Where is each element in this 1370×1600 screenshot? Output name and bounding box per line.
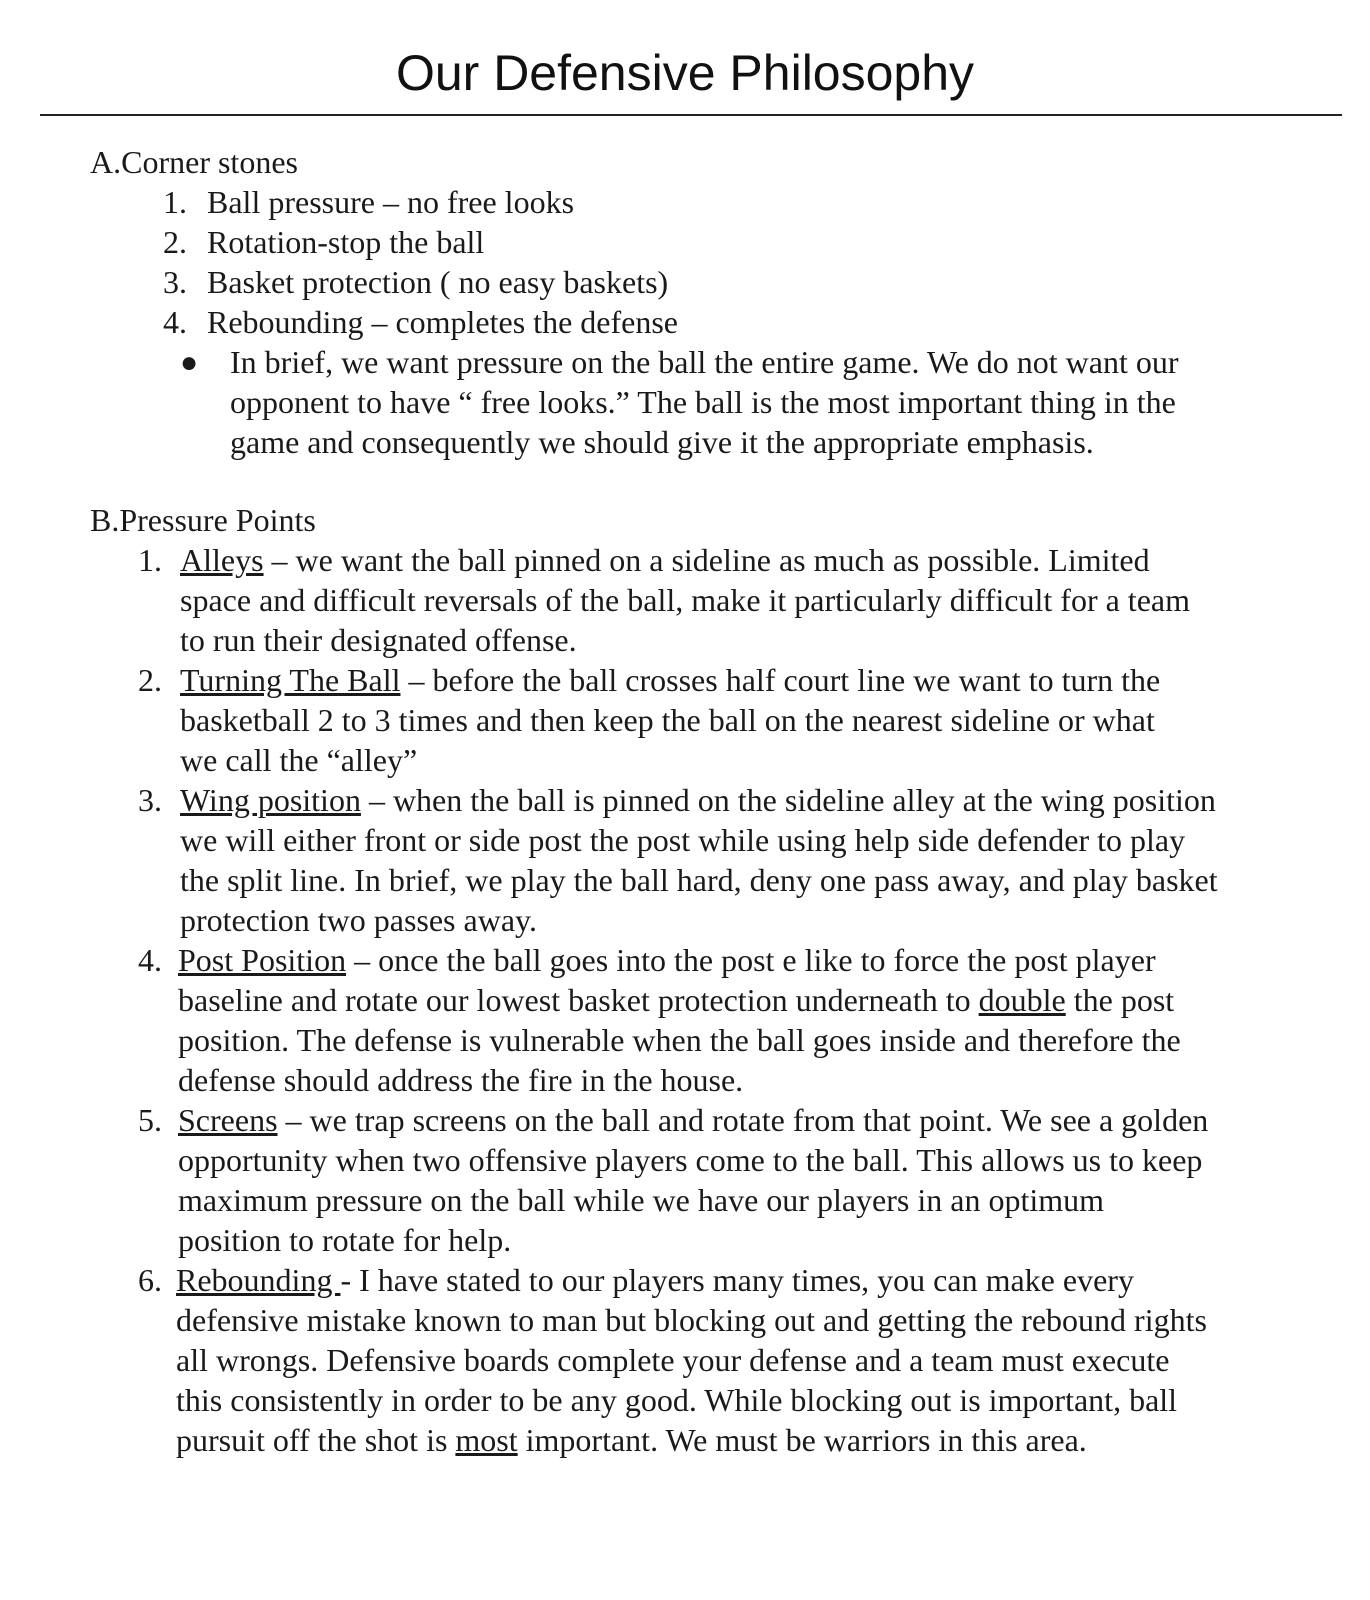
- item-term: Wing position: [180, 782, 361, 818]
- item-number: 3.: [163, 264, 187, 300]
- item-term-emphasis: most: [455, 1422, 518, 1458]
- title-divider: [40, 114, 1342, 116]
- item-number: 6.: [138, 1262, 162, 1298]
- item-text: Rotation-stop the ball: [207, 224, 485, 260]
- item-text: [176, 1260, 1216, 1460]
- bullet-text: In brief, we want pressure on the ball the entire game. We do not want our opponent to have “ free looks.” The ball is the most important thing in the game and consequently we should give it the appropriate emphasis.: [230, 344, 1179, 460]
- item-number: 2.: [138, 662, 162, 698]
- item-number: 1.: [163, 184, 187, 220]
- bullet-dot-icon: ●: [180, 346, 199, 379]
- item-description: – when the ball is pinned on the sideline alley at the wing position we will either front or side post the post while using help side defender to play the split line. In brief, we play the ball hard, deny one pass away, and play basket protection two passes away.: [180, 782, 1218, 938]
- item-term: Rebounding: [176, 1262, 341, 1298]
- item-text: Basket protection ( no easy baskets): [207, 264, 669, 300]
- item-text: [180, 660, 1190, 780]
- item-number: 4.: [163, 304, 187, 340]
- item-description-end: the post position. The defense is vulnerable when the ball goes inside and therefore the defense should address the fire in the house.: [178, 982, 1181, 1098]
- item-description: – we want the ball pinned on a sideline as much as possible. Limited space and difficult reversals of the ball, make it particularly difficult for a team to run their designated offense.: [180, 542, 1190, 658]
- item-description: – before the ball crosses half court line we want to turn the basketball 2 to 3 times and then keep the ball on the nearest sideline or what we call the “alley”: [180, 662, 1161, 778]
- item-number: 1.: [138, 542, 162, 578]
- item-term: Post Position: [178, 942, 347, 978]
- page-title: Our Defensive Philosophy: [395, 45, 975, 101]
- item-number: 2.: [163, 224, 187, 260]
- item-description-end: important. We must be warriors in this area.: [517, 1422, 1087, 1458]
- item-description: – once the ball goes into the post e like to force the post player baseline and rotate our lowest basket protection underneath to: [178, 942, 1156, 1018]
- item-description: – we trap screens on the ball and rotate from that point. We see a golden opportunity when two offensive players come to the ball. This allows us to keep maximum pressure on the ball while we have our players in an optimum position to rotate for help.: [178, 1102, 1209, 1258]
- item-text: [178, 940, 1213, 1100]
- item-text: [180, 780, 1220, 940]
- item-text: [180, 540, 1190, 660]
- item-text: Ball pressure – no free looks: [207, 184, 575, 220]
- item-term: Alleys: [180, 542, 264, 578]
- section-b-heading: B.Pressure Points: [90, 502, 316, 538]
- item-term-emphasis: double: [978, 982, 1066, 1018]
- item-term: Screens: [178, 1102, 278, 1138]
- item-description: - I have stated to our players many times, you can make every defensive mistake known to man but blocking out and getting the rebound rights all wrongs. Defensive boards complete your defense and a team must execute this consistently in order to be any good. While blocking out is important, ball pursuit off the shot is: [176, 1262, 1207, 1458]
- item-term: Turning The Ball: [180, 662, 401, 698]
- item-text: Rebounding – completes the defense: [207, 304, 678, 340]
- item-number: 3.: [138, 782, 162, 818]
- item-number: 5.: [138, 1102, 162, 1138]
- section-a-heading: A.Corner stones: [90, 144, 298, 180]
- item-number: 4.: [138, 942, 162, 978]
- item-text: [178, 1100, 1213, 1260]
